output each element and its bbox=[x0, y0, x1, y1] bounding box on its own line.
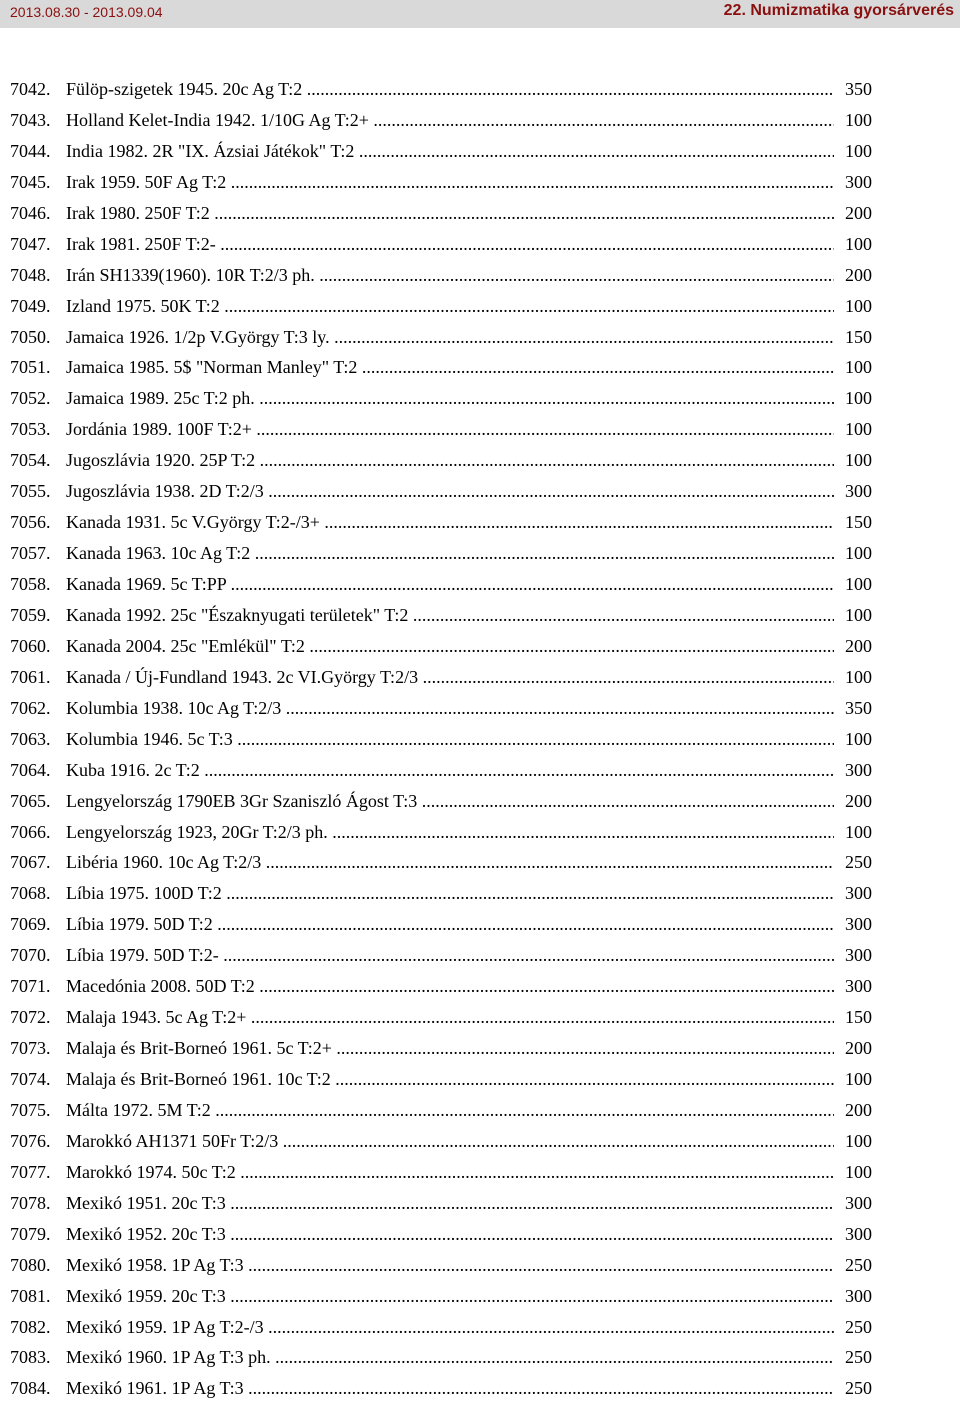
lot-number: 7071. bbox=[10, 976, 51, 997]
lot-starting-price: 350 bbox=[844, 74, 872, 105]
lot-starting-price: 250 bbox=[844, 1373, 872, 1404]
lot-row bbox=[10, 724, 872, 755]
lot-row bbox=[10, 940, 872, 971]
lot-starting-price: 100 bbox=[844, 538, 872, 569]
lot-number: 7081. bbox=[10, 1285, 51, 1306]
lot-number: 7074. bbox=[10, 1069, 51, 1089]
lot-description: Libéria 1960. 10c Ag T:2/3 ..... bbox=[66, 847, 834, 878]
lot-row bbox=[10, 229, 872, 260]
lot-number: 7053. bbox=[10, 419, 51, 440]
lot-starting-price: 250 bbox=[844, 1250, 872, 1281]
lot-starting-price: 200 bbox=[844, 198, 872, 229]
lot-number: 7055. bbox=[10, 481, 51, 502]
lot-description: Kolumbia 1946. 5c T:3 ..... bbox=[66, 724, 834, 755]
lot-number: 7049. bbox=[10, 295, 51, 316]
lot-description: Holland Kelet-India 1942. 1/10G Ag T:2+ ..... bbox=[66, 105, 834, 136]
lot-number: 7052. bbox=[10, 388, 51, 409]
lot-number: 7050. bbox=[10, 326, 51, 347]
lot-row bbox=[10, 909, 872, 940]
lot-starting-price: 150 bbox=[844, 322, 872, 353]
lot-row bbox=[10, 693, 872, 724]
lot-starting-price: 300 bbox=[844, 878, 872, 909]
lot-description: Mexikó 1959. 20c T:3 ..... bbox=[66, 1281, 834, 1312]
lot-row bbox=[10, 1157, 872, 1188]
lot-number: 7080. bbox=[10, 1254, 51, 1275]
lot-row bbox=[10, 1188, 872, 1219]
lot-row bbox=[10, 1219, 872, 1250]
lot-description: Kolumbia 1938. 10c Ag T:2/3 ..... bbox=[66, 693, 834, 724]
lot-starting-price: 300 bbox=[844, 1188, 872, 1219]
lot-starting-price: 300 bbox=[844, 909, 872, 940]
lot-number: 7084. bbox=[10, 1378, 51, 1399]
lot-starting-price: 100 bbox=[844, 569, 872, 600]
lot-description: Irak 1980. 250F T:2 ..... bbox=[66, 198, 834, 229]
lot-starting-price: 200 bbox=[844, 260, 872, 291]
lot-description: Kanada 1969. 5c T:PP ..... bbox=[66, 569, 834, 600]
lot-description: Jordánia 1989. 100F T:2+ ..... bbox=[66, 414, 834, 445]
lot-description: Mexikó 1959. 1P Ag T:2-/3 ..... bbox=[66, 1312, 834, 1343]
lot-row bbox=[10, 105, 872, 136]
lot-number: 7063. bbox=[10, 728, 51, 749]
lot-row bbox=[10, 1250, 872, 1281]
lot-starting-price: 300 bbox=[844, 167, 872, 198]
lot-row bbox=[10, 507, 872, 538]
header-date-range: 2013.08.30 - 2013.09.04 bbox=[10, 4, 163, 20]
lot-starting-price: 100 bbox=[844, 229, 872, 260]
lot-number: 7072. bbox=[10, 1007, 51, 1028]
lot-starting-price: 150 bbox=[844, 507, 872, 538]
lot-number: 7048. bbox=[10, 264, 51, 285]
lot-row bbox=[10, 1002, 872, 1033]
lot-number: 7054. bbox=[10, 450, 51, 471]
lot-description: Mexikó 1961. 1P Ag T:3 ..... bbox=[66, 1373, 834, 1404]
lot-description: Mexikó 1958. 1P Ag T:3 ..... bbox=[66, 1250, 834, 1281]
lot-row bbox=[10, 167, 872, 198]
lot-row bbox=[10, 631, 872, 662]
lot-starting-price: 200 bbox=[844, 786, 872, 817]
lot-row bbox=[10, 1312, 872, 1343]
lot-starting-price: 250 bbox=[844, 1342, 872, 1373]
lot-description: Jugoszlávia 1938. 2D T:2/3 ..... bbox=[66, 476, 834, 507]
lot-description: Kanada 1992. 25c "Északnyugati területek" T:2 ..... bbox=[66, 600, 834, 631]
lot-number: 7066. bbox=[10, 821, 51, 842]
lot-row bbox=[10, 383, 872, 414]
lot-number: 7046. bbox=[10, 202, 51, 223]
lot-row bbox=[10, 476, 872, 507]
lot-starting-price: 300 bbox=[844, 940, 872, 971]
lot-number: 7051. bbox=[10, 357, 51, 378]
page-header bbox=[0, 0, 960, 28]
lot-number: 7062. bbox=[10, 697, 51, 718]
lot-number: 7044. bbox=[10, 140, 51, 161]
lot-row bbox=[10, 445, 872, 476]
lot-row bbox=[10, 352, 872, 383]
lot-starting-price: 100 bbox=[844, 445, 872, 476]
lot-number: 7073. bbox=[10, 1038, 51, 1059]
lot-row bbox=[10, 136, 872, 167]
lot-row bbox=[10, 1342, 872, 1373]
lot-row bbox=[10, 847, 872, 878]
lot-description: Líbia 1975. 100D T:2 ..... bbox=[66, 878, 834, 909]
lot-number: 7083. bbox=[10, 1347, 51, 1368]
lot-description: Jamaica 1926. 1/2p V.György T:3 ly. ..... bbox=[66, 322, 834, 353]
lot-row bbox=[10, 291, 872, 322]
lot-row bbox=[10, 662, 872, 693]
lot-row bbox=[10, 1373, 872, 1404]
lot-description: Líbia 1979. 50D T:2 ..... bbox=[66, 909, 834, 940]
lot-description: Kanada 2004. 25c "Emlékül" T:2 ..... bbox=[66, 631, 834, 662]
lot-starting-price: 100 bbox=[844, 136, 872, 167]
lot-starting-price: 300 bbox=[844, 1219, 872, 1250]
lot-number: 7060. bbox=[10, 635, 51, 656]
lot-row bbox=[10, 569, 872, 600]
header-auction-title: 22. Numizmatika gyorsárverés bbox=[723, 2, 954, 19]
lot-description: Mexikó 1952. 20c T:3 ..... bbox=[66, 1219, 834, 1250]
lot-number: 7058. bbox=[10, 574, 51, 594]
lot-row bbox=[10, 755, 872, 786]
lot-starting-price: 350 bbox=[844, 693, 872, 724]
lot-description: Macedónia 2008. 50D T:2 ..... bbox=[66, 971, 834, 1002]
lot-number: 7079. bbox=[10, 1223, 51, 1244]
lot-description: Marokkó AH1371 50Fr T:2/3 ..... bbox=[66, 1126, 834, 1157]
lot-number: 7047. bbox=[10, 233, 51, 254]
lot-description: Jamaica 1985. 5$ "Norman Manley" T:2 ..... bbox=[66, 352, 834, 383]
lot-starting-price: 100 bbox=[844, 1064, 872, 1095]
lot-number: 7065. bbox=[10, 790, 51, 811]
lot-description: Izland 1975. 50K T:2 ..... bbox=[66, 291, 834, 322]
lot-row bbox=[10, 322, 872, 353]
lot-description: Malaja és Brit-Borneó 1961. 10c T:2 ..... bbox=[66, 1064, 834, 1095]
lot-description: Líbia 1979. 50D T:2- ..... bbox=[66, 940, 834, 971]
lot-description: Lengyelország 1923, 20Gr T:2/3 ph. ..... bbox=[66, 817, 834, 848]
lot-description: Fülöp-szigetek 1945. 20c Ag T:2 ..... bbox=[66, 74, 834, 105]
lot-starting-price: 250 bbox=[844, 847, 872, 878]
lot-row bbox=[10, 1281, 872, 1312]
lot-row bbox=[10, 1095, 872, 1126]
lot-description: Mexikó 1951. 20c T:3 ..... bbox=[66, 1188, 834, 1219]
lot-number: 7061. bbox=[10, 666, 51, 687]
lot-row bbox=[10, 198, 872, 229]
lot-starting-price: 100 bbox=[844, 662, 872, 693]
lot-starting-price: 100 bbox=[844, 724, 872, 755]
lot-starting-price: 300 bbox=[844, 1281, 872, 1312]
lot-description: Jamaica 1989. 25c T:2 ph. ..... bbox=[66, 383, 834, 414]
lot-description: Irak 1981. 250F T:2- ..... bbox=[66, 229, 834, 260]
lot-starting-price: 300 bbox=[844, 476, 872, 507]
lot-description: Irán SH1339(1960). 10R T:2/3 ph. ..... bbox=[66, 260, 834, 291]
lot-row bbox=[10, 74, 872, 105]
lot-starting-price: 100 bbox=[844, 383, 872, 414]
lot-number: 7082. bbox=[10, 1316, 51, 1337]
lot-number: 7075. bbox=[10, 1099, 51, 1120]
lot-starting-price: 150 bbox=[844, 1002, 872, 1033]
lot-row bbox=[10, 878, 872, 909]
lot-row bbox=[10, 817, 872, 848]
lot-row bbox=[10, 1064, 872, 1095]
lot-description: India 1982. 2R "IX. Ázsiai Játékok" T:2 ..... bbox=[66, 136, 834, 167]
lot-number: 7070. bbox=[10, 945, 51, 966]
lot-number: 7067. bbox=[10, 852, 51, 873]
lot-number: 7043. bbox=[10, 109, 51, 130]
lot-number: 7068. bbox=[10, 883, 51, 904]
lot-starting-price: 100 bbox=[844, 105, 872, 136]
lot-description: Marokkó 1974. 50c T:2 ..... bbox=[66, 1157, 834, 1188]
lot-description: Kuba 1916. 2c T:2 ..... bbox=[66, 755, 834, 786]
lot-description: Mexikó 1960. 1P Ag T:3 ph. ..... bbox=[66, 1342, 834, 1373]
lot-row bbox=[10, 1033, 872, 1064]
lot-row bbox=[10, 971, 872, 1002]
lot-description: Málta 1972. 5M T:2 ..... bbox=[66, 1095, 834, 1126]
lot-starting-price: 200 bbox=[844, 1095, 872, 1126]
lot-description: Kanada 1963. 10c Ag T:2 ..... bbox=[66, 538, 834, 569]
lot-list bbox=[10, 74, 872, 1404]
lot-starting-price: 200 bbox=[844, 631, 872, 662]
lot-row bbox=[10, 260, 872, 291]
lot-number: 7078. bbox=[10, 1192, 51, 1213]
lot-row bbox=[10, 538, 872, 569]
lot-starting-price: 100 bbox=[844, 1157, 872, 1188]
lot-starting-price: 200 bbox=[844, 1033, 872, 1064]
lot-row bbox=[10, 414, 872, 445]
lot-description: Jugoszlávia 1920. 25P T:2 ..... bbox=[66, 445, 834, 476]
lot-description: Malaja 1943. 5c Ag T:2+ ..... bbox=[66, 1002, 834, 1033]
lot-starting-price: 250 bbox=[844, 1312, 872, 1343]
lot-starting-price: 100 bbox=[844, 291, 872, 322]
lot-starting-price: 300 bbox=[844, 755, 872, 786]
lot-description: Kanada / Új-Fundland 1943. 2c VI.György T:2/3 ..... bbox=[66, 662, 834, 693]
lot-description: Lengyelország 1790EB 3Gr Szaniszló Ágost T:3 ..... bbox=[66, 786, 834, 817]
lot-starting-price: 300 bbox=[844, 971, 872, 1002]
lot-number: 7057. bbox=[10, 543, 51, 564]
lot-row bbox=[10, 786, 872, 817]
lot-number: 7069. bbox=[10, 914, 51, 935]
lot-starting-price: 100 bbox=[844, 1126, 872, 1157]
lot-number: 7045. bbox=[10, 171, 51, 192]
lot-number: 7056. bbox=[10, 512, 51, 533]
lot-description: Irak 1959. 50F Ag T:2 ..... bbox=[66, 167, 834, 198]
lot-starting-price: 100 bbox=[844, 600, 872, 631]
lot-number: 7042. bbox=[10, 79, 51, 99]
lot-description: Malaja és Brit-Borneó 1961. 5c T:2+ ..... bbox=[66, 1033, 834, 1064]
lot-row bbox=[10, 1126, 872, 1157]
lot-description: Kanada 1931. 5c V.György T:2-/3+ ..... bbox=[66, 507, 834, 538]
lot-starting-price: 100 bbox=[844, 817, 872, 848]
lot-starting-price: 100 bbox=[844, 414, 872, 445]
lot-starting-price: 100 bbox=[844, 352, 872, 383]
lot-number: 7064. bbox=[10, 759, 51, 780]
lot-number: 7076. bbox=[10, 1130, 51, 1151]
lot-number: 7059. bbox=[10, 604, 51, 625]
lot-row bbox=[10, 600, 872, 631]
lot-number: 7077. bbox=[10, 1161, 51, 1182]
